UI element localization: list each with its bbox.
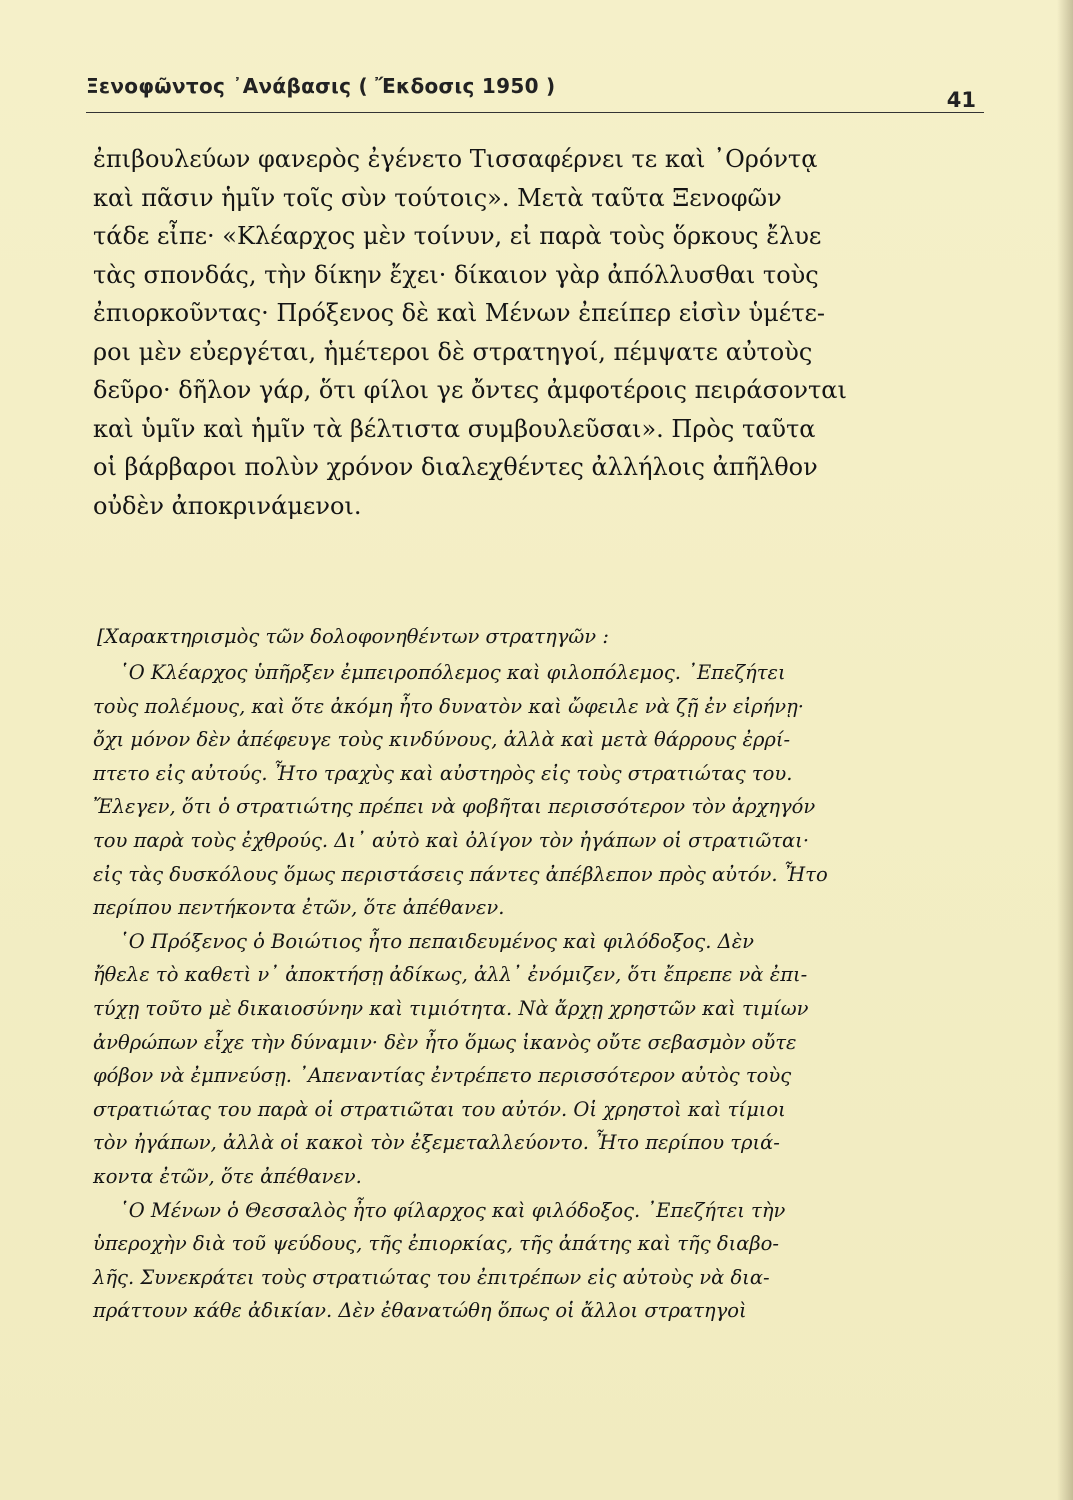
commentary-line: στρατιώτας του παρὰ οἱ στρατιῶται του αὐτόν. Οἱ χρηστοὶ καὶ τίμιοι xyxy=(93,1097,786,1121)
text-line: καὶ πᾶσιν ἡμῖν τοῖς σὺν τούτοις». Μετὰ ταῦτα Ξενοφῶν xyxy=(93,183,782,212)
commentary-line: ῾Ο Μένων ὁ Θεσσαλὸς ἦτο φίλαρχος καὶ φιλόδοξος. ᾿Επεζήτει τὴν xyxy=(119,1198,786,1222)
commentary-line: ὄχι μόνον δὲν ἀπέφευγε τοὺς κινδύνους, ἀλλὰ καὶ μετὰ θάρρους ἐρρί- xyxy=(93,728,791,752)
commentary-heading: [Χαρακτηρισμὸς τῶν δολοφονηθέντων στρατηγῶν : xyxy=(97,625,609,648)
header-rule xyxy=(86,112,984,113)
text-line: ἐπιβουλεύων φανερὸς ἐγένετο Τισσαφέρνει τε καὶ ᾿Ορόντᾳ xyxy=(93,145,818,173)
commentary-line: τοὺς πολέμους, καὶ ὅτε ἀκόμη ἦτο δυνατὸν καὶ ὤφειλε νὰ ζῇ ἐν εἰρήνῃ· xyxy=(93,694,804,718)
commentary-line: τύχῃ τοῦτο μὲ δικαιοσύνην καὶ τιμιότητα. Νὰ ἄρχῃ χρηστῶν καὶ τιμίων xyxy=(93,996,809,1020)
text-line: ροι μὲν εὐεργέται, ἡμέτεροι δὲ στρατηγοί, πέμψατε αὐτοὺς xyxy=(93,337,813,366)
text-line: οὐδὲν ἀποκρινάμενοι. xyxy=(93,491,362,520)
commentary-line: περίπου πεντήκοντα ἐτῶν, ὅτε ἀπέθανεν. xyxy=(93,896,505,920)
page-number: 41 xyxy=(946,88,976,112)
commentary-line: ῾Ο Κλέαρχος ὑπῆρξεν ἐμπειροπόλεμος καὶ φιλοπόλεμος. ᾿Επεζήτει xyxy=(119,661,786,684)
commentary-line: του παρὰ τοὺς ἐχθρούς. Δι᾿ αὐτὸ καὶ ὀλίγον τὸν ἠγάπων οἱ στρατιῶται· xyxy=(93,828,810,852)
commentary-line: φόβον νὰ ἐμπνεύσῃ. ᾿Απεναντίας ἐντρέπετο περισσότερον αὐτὸς τοὺς xyxy=(93,1064,792,1088)
page-spine-shadow xyxy=(1057,0,1073,1500)
text-line: οἱ βάρβαροι πολὺν χρόνον διαλεχθέντες ἀλλήλοις ἀπῆλθον xyxy=(93,453,818,481)
commentary-line: ἤθελε τὸ καθετὶ ν᾿ ἀποκτήσῃ ἀδίκως, ἀλλ᾿ ἐνόμιζεν, ὅτι ἔπρεπε νὰ ἐπι- xyxy=(93,963,808,987)
commentary-line: Ἔλεγεν, ὅτι ὁ στρατιώτης πρέπει νὰ φοβῆται περισσότερον τὸν ἀρχηγόν xyxy=(93,795,816,819)
running-header xyxy=(86,70,984,120)
commentary-line: εἰς τὰς δυσκόλους ὅμως περιστάσεις πάντες ἀπέβλεπον πρὸς αὐτόν. Ἦτο xyxy=(93,862,828,886)
text-line: δεῦρο· δῆλον γάρ, ὅτι φίλοι γε ὄντες ἀμφοτέροις πειράσονται xyxy=(93,376,847,404)
commentary-line: τὸν ἠγάπων, ἀλλὰ οἱ κακοὶ τὸν ἐξεμεταλλεύοντο. Ἦτο περίπου τριά- xyxy=(93,1131,780,1155)
commentary-line: ὑπεροχὴν διὰ τοῦ ψεύδους, τῆς ἐπιορκίας, τῆς ἀπάτης καὶ τῆς διαβο- xyxy=(93,1232,780,1256)
text-line: ἐπιορκοῦντας· Πρόξενος δὲ καὶ Μένων ἐπείπερ εἰσὶν ὑμέτε- xyxy=(93,299,826,327)
text-line: τάδε εἶπε· «Κλέαρχος μὲν τοίνυν, εἰ παρὰ τοὺς ὅρκους ἔλυε xyxy=(93,222,822,250)
text-line: καὶ ὑμῖν καὶ ἡμῖν τὰ βέλτιστα συμβουλεῦσαι». Πρὸς ταῦτα xyxy=(93,414,816,443)
commentary-line: ἀνθρώπων εἶχε τὴν δύναμιν· δὲν ἦτο ὅμως ἱκανὸς οὔτε σεβασμὸν οὔτε xyxy=(93,1030,797,1054)
commentary-line: κοντα ἐτῶν, ὅτε ἀπέθανεν. xyxy=(93,1164,362,1188)
commentary-line: λῆς. Συνεκράτει τοὺς στρατιώτας του ἐπιτρέπων εἰς αὐτοὺς νὰ δια- xyxy=(93,1265,770,1289)
header-title: Ξενοφῶντος ᾿Ανάβασις ( Ἔκδοσις 1950 ) xyxy=(86,74,556,98)
commentary-line: πτετο εἰς αὐτούς. Ἦτο τραχὺς καὶ αὐστηρὸς εἰς τοὺς στρατιώτας του. xyxy=(93,761,793,785)
ancient-greek-text xyxy=(93,140,933,525)
commentary-section xyxy=(93,618,938,1328)
commentary-line: πράττουν κάθε ἀδικίαν. Δὲν ἐθανατώθη ὅπως οἱ ἄλλοι στρατηγοὶ xyxy=(93,1299,747,1323)
commentary-line: ῾Ο Πρόξενος ὁ Βοιώτιος ἦτο πεπαιδευμένος καὶ φιλόδοξος. Δὲν xyxy=(119,929,755,953)
text-line: τὰς σπονδάς, τὴν δίκην ἔχει· δίκαιον γὰρ ἀπόλλυσθαι τοὺς xyxy=(93,260,819,289)
